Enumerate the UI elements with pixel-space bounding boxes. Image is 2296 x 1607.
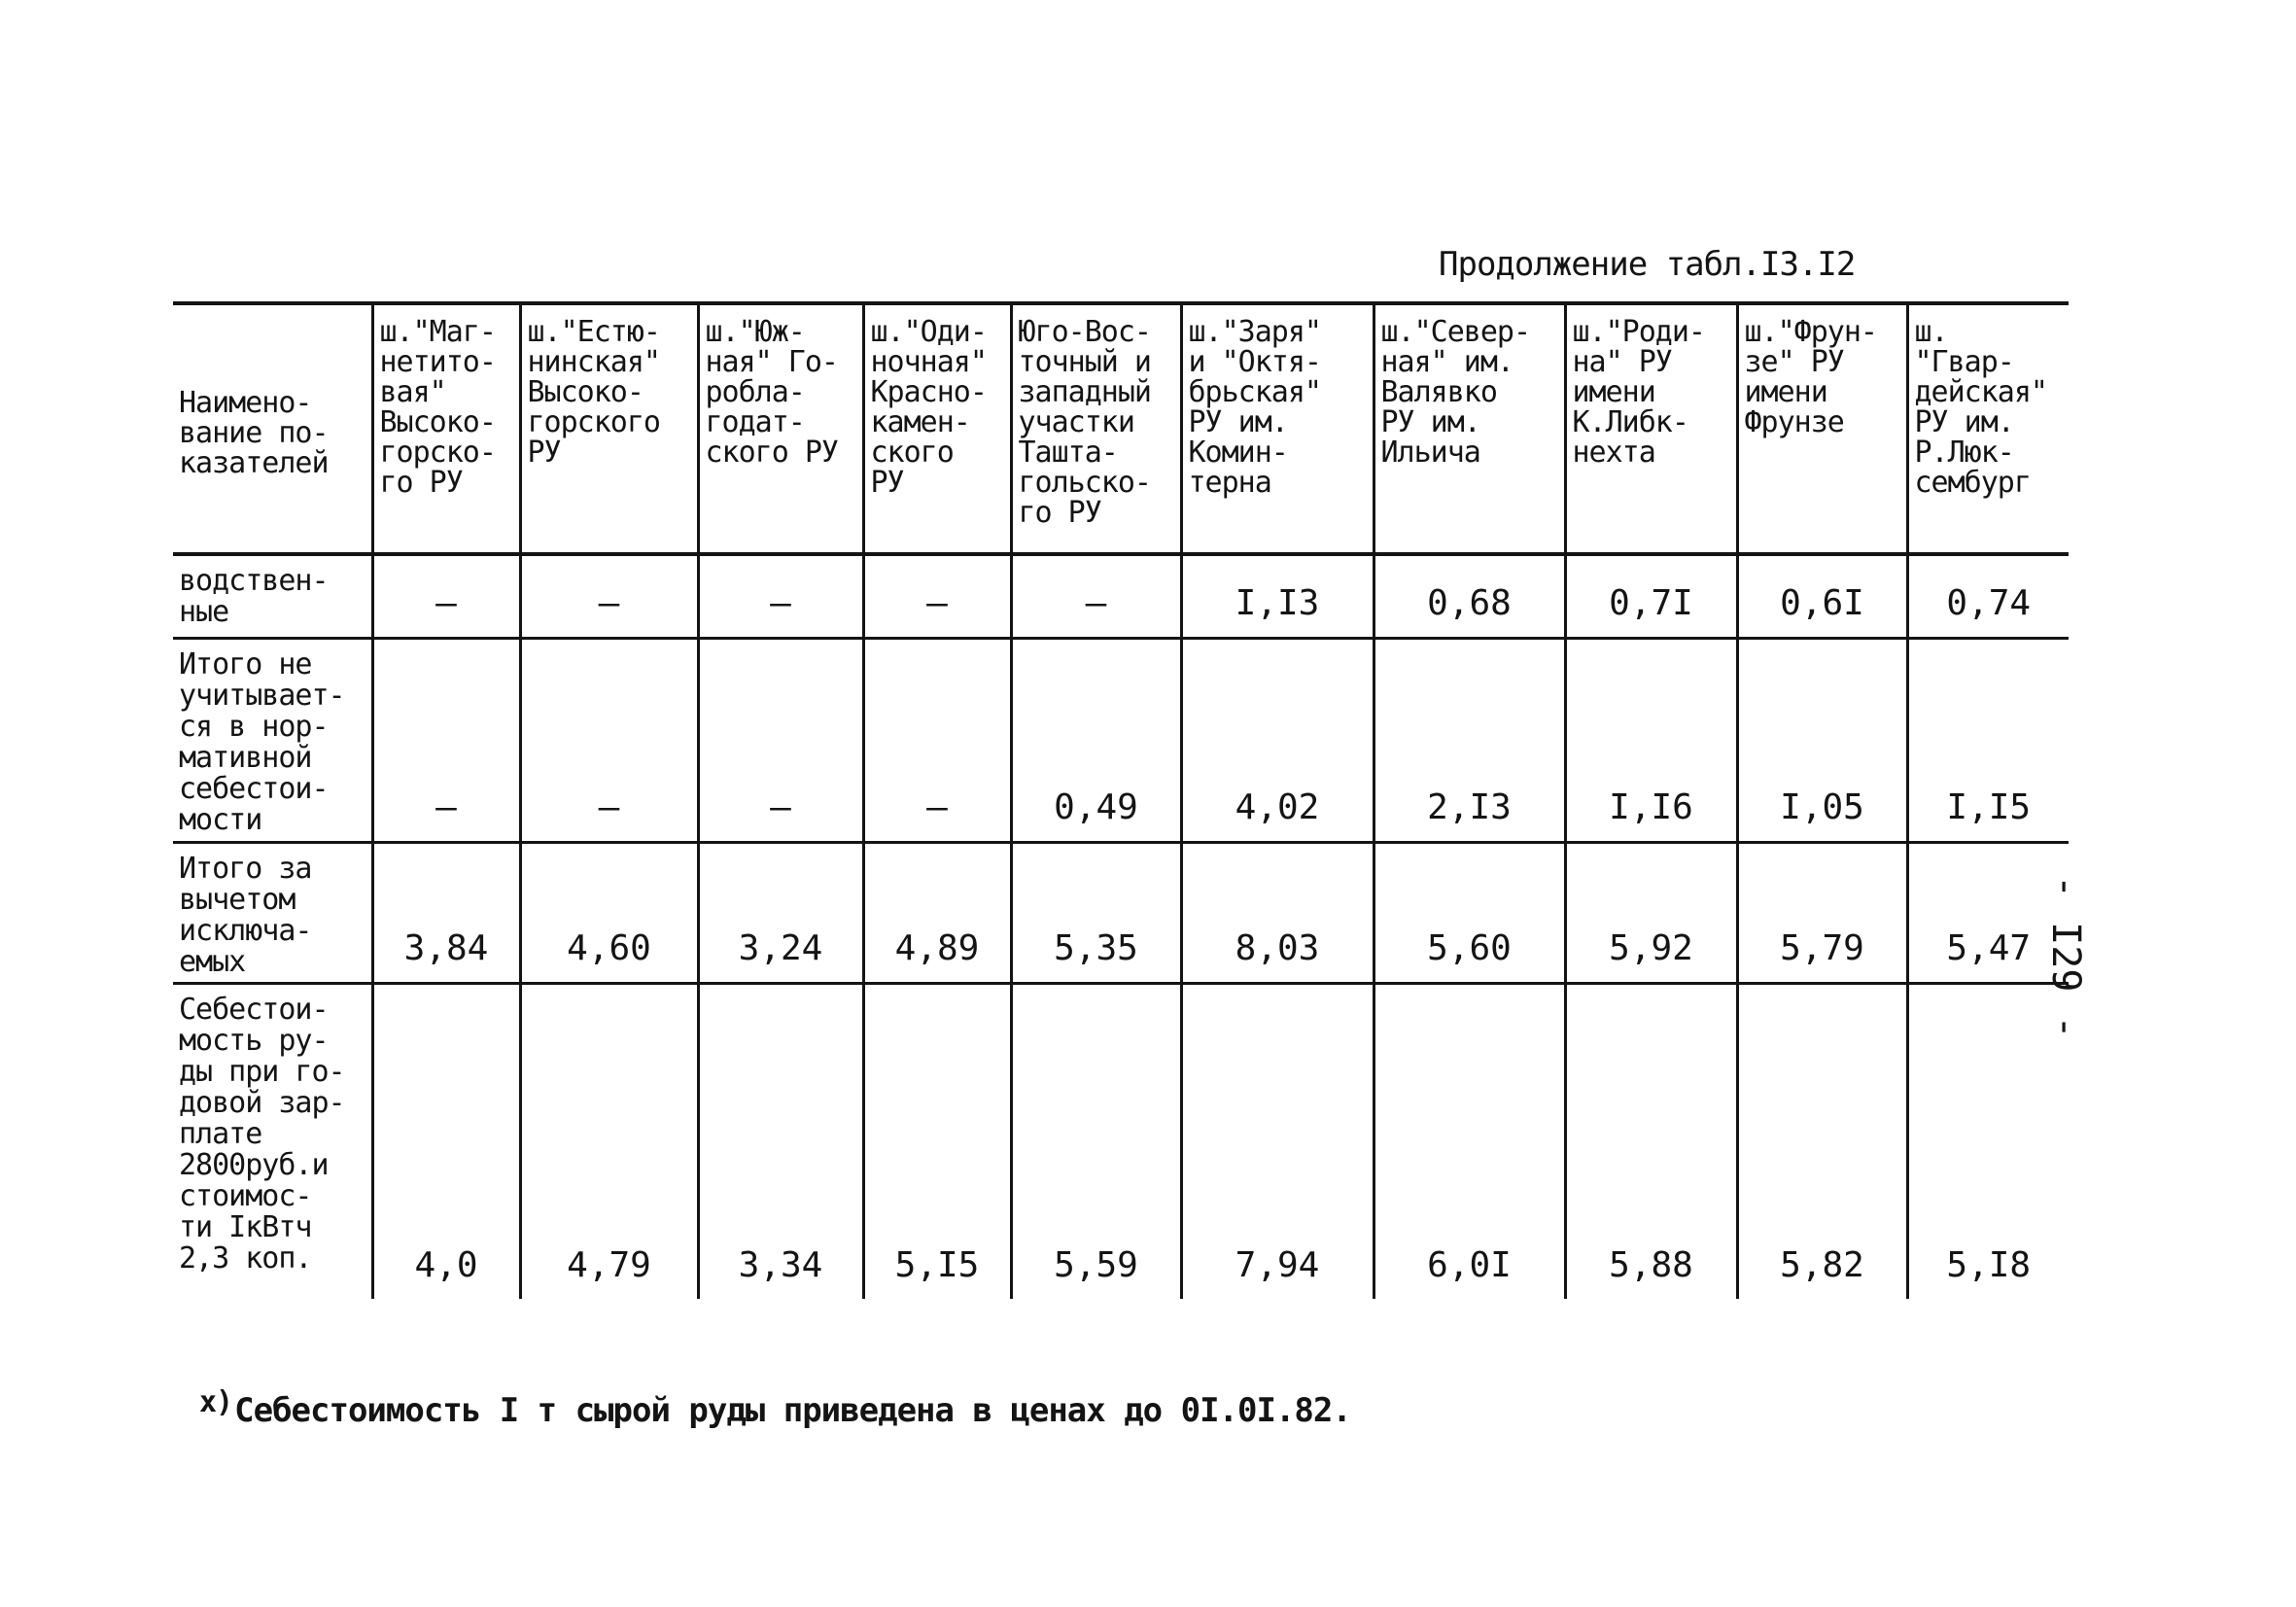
table-cell: 5,47 [1907,842,2069,983]
table-header [173,303,2069,554]
page-number: - I29 - [2043,875,2088,1039]
header-cell-mine-6: ш."Заря" и "Октя- брьская" РУ им. Комин- терна [1181,303,1374,554]
table-cell: 5,88 [1565,983,1737,1299]
table-row [173,554,2069,638]
table-cell: – [372,554,520,638]
row-label: Итого за вычетом исключа- емых [173,842,372,983]
data-table [173,301,2069,1299]
table-cell: – [698,554,863,638]
footnote [199,1385,1351,1430]
header-cell-mine-7: ш."Север- ная" им. Валявко РУ им. Ильича [1374,303,1565,554]
table-cell: I,I6 [1565,638,1737,842]
table-cell: 5,59 [1011,983,1181,1299]
table-cell: I,I5 [1907,638,2069,842]
table-cell: – [863,554,1011,638]
table-cell: 0,74 [1907,554,2069,638]
table-cell: 6,0I [1374,983,1565,1299]
header-cell-mine-2: ш."Естю- нинская" Высоко- горского РУ [520,303,698,554]
table-cell: 4,60 [520,842,698,983]
table-cell: – [698,638,863,842]
table-cell: 7,94 [1181,983,1374,1299]
data-table-container [173,301,2069,1299]
row-label: Себестои- мость ру- ды при го- довой зар- плате 2800руб.и стоимос- ти IкВтч 2,3 коп. [173,983,372,1299]
table-row [173,983,2069,1299]
footnote-text: Себестоимость I т сырой руды приведена в ценах до 0I.0I.82. [234,1391,1351,1430]
table-cell: 3,34 [698,983,863,1299]
header-cell-mine-5: Юго-Вос- точный и западный участки Ташта- гольско- го РУ [1011,303,1181,554]
table-cell: 8,03 [1181,842,1374,983]
table-caption: Продолжение табл.I3.I2 [1439,245,1856,284]
table-cell: 2,I3 [1374,638,1565,842]
header-cell-mine-10: ш. "Гвар- дейская" РУ им. Р.Люк- сембург [1907,303,2069,554]
table-cell: 3,24 [698,842,863,983]
table-cell: 5,79 [1737,842,1907,983]
table-row [173,638,2069,842]
table-cell: 0,68 [1374,554,1565,638]
table-cell: 0,7I [1565,554,1737,638]
table-cell: I,I3 [1181,554,1374,638]
table-cell: 5,60 [1374,842,1565,983]
table-cell: – [863,638,1011,842]
table-row [173,842,2069,983]
table-cell: – [372,638,520,842]
table-cell: 4,02 [1181,638,1374,842]
table-cell: 5,92 [1565,842,1737,983]
table-cell: – [1011,554,1181,638]
table-cell: 4,0 [372,983,520,1299]
header-cell-indicator: Наимено- вание по- казателей [173,303,372,554]
header-row [173,303,2069,554]
header-cell-mine-4: ш."Оди- ночная" Красно- камен- ского РУ [863,303,1011,554]
table-cell: 3,84 [372,842,520,983]
table-cell: 5,35 [1011,842,1181,983]
header-cell-mine-9: ш."Фрун- зе" РУ имени Фрунзе [1737,303,1907,554]
table-cell: I,05 [1737,638,1907,842]
row-label: водствен- ные [173,554,372,638]
header-cell-mine-3: ш."Юж- ная" Го- робла- годат- ского РУ [698,303,863,554]
table-cell: 0,49 [1011,638,1181,842]
table-cell: – [520,554,698,638]
table-cell: 0,6I [1737,554,1907,638]
table-cell: 4,89 [863,842,1011,983]
table-cell: 4,79 [520,983,698,1299]
footnote-marker: х) [199,1385,233,1419]
table-cell: 5,I5 [863,983,1011,1299]
row-label: Итого не учитывает- ся в нор- мативной себестои- мости [173,638,372,842]
table-cell: 5,I8 [1907,983,2069,1299]
table-body [173,554,2069,1299]
header-cell-mine-8: ш."Роди- на" РУ имени К.Либк- нехта [1565,303,1737,554]
table-cell: 5,82 [1737,983,1907,1299]
table-cell: – [520,638,698,842]
header-cell-mine-1: ш."Маг- нетито- вая" Высоко- горско- го РУ [372,303,520,554]
